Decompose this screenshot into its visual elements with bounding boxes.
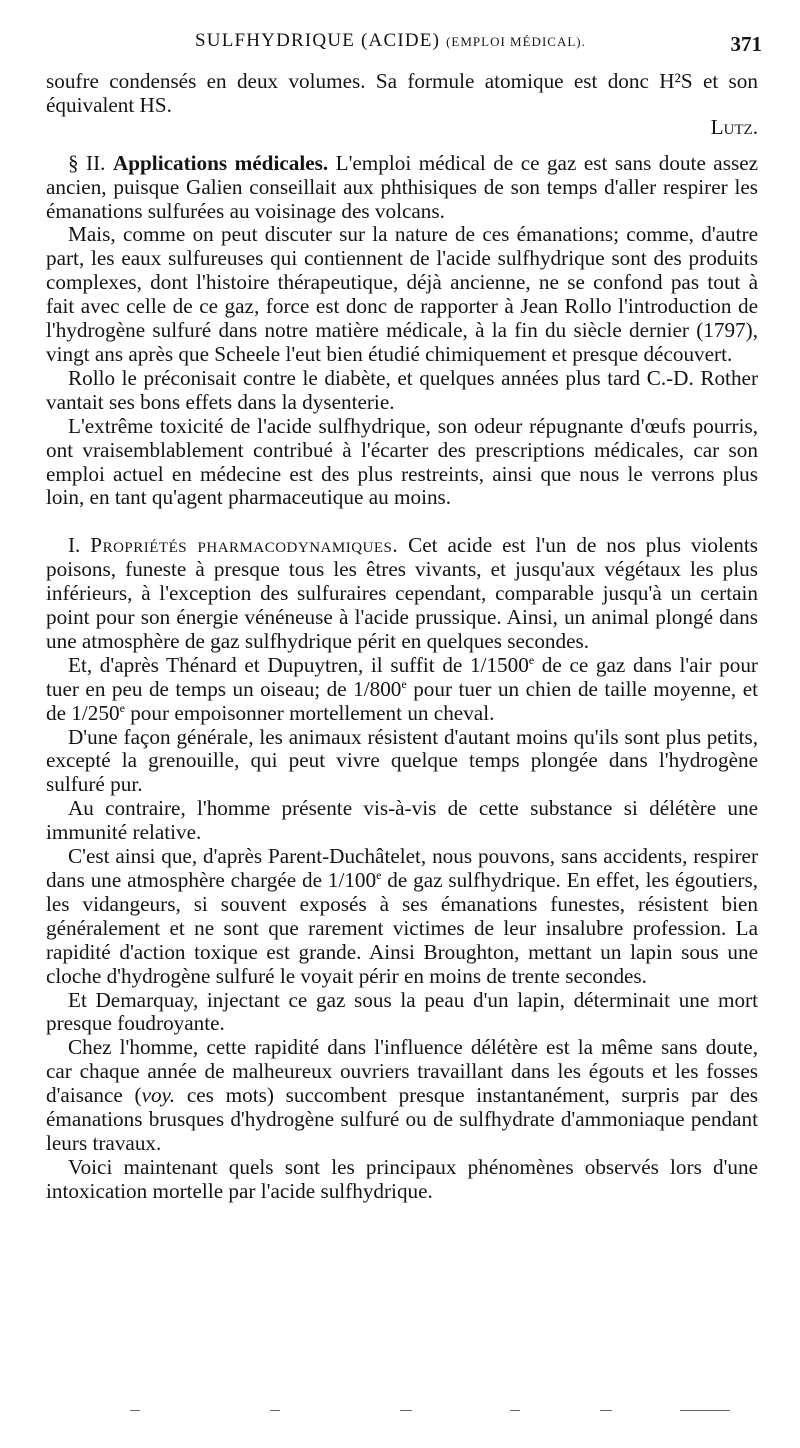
paragraph-intro: soufre condensés en deux volumes. Sa formule atomique est donc H²S et son équivalent HS. — [46, 69, 758, 117]
ordinal-sup-1: e — [528, 652, 535, 667]
section-2-label: § II. — [68, 150, 106, 175]
section-i-heading: Propriétés pharmacodynamiques. — [90, 533, 399, 558]
paragraph-facon: D'une façon générale, les animaux résistent d'autant moins qu'ils sont plus petits, excepté la grenouille, qui peut vivre quelque temps plongée dans l'hydrogène sulfuré pur. — [46, 724, 758, 797]
homme-voy: voy. — [141, 1083, 176, 1108]
author-signature: Lutz. — [710, 114, 758, 139]
paragraph-mais: Mais, comme on peut discuter sur la nature de ces émanations; comme, d'autre part, les eaux sulfureuses qui contiennent de l'acide sulfhydrique sont des produits complexes, dont l'histoire thérapeutique, déjà ancienne, ne se confond pas tout à fait avec celle de ce gaz, force est donc de rapporter à Jean Rollo l'introduction de l'hydrogène sulfuré dans notre matière médicale, à la fin du siècle dernier (1797), vingt ans après que Scheele l'eut bien étudié chimiquement et presque découvert. — [46, 222, 758, 366]
section-2-text: L'emploi médical de ce gaz est sans doute assez ancien, puisque Galien conseillait aux phthisiques de son temps d'aller respirer les émanations sulfurées au voisinage des volcans. — [46, 150, 759, 223]
paragraph-demarquay: Et Demarquay, injectant ce gaz sous la peau d'un lapin, déterminait une mort presque foudroyante. — [46, 987, 758, 1036]
footer-dash — [400, 1410, 412, 1411]
footer-rule — [40, 1410, 760, 1416]
footer-dash — [130, 1410, 140, 1411]
thenard-part-3: pour tuer un chien de taille moyenne, et de 1/250 — [46, 676, 758, 725]
running-head-title: SULFHYDRIQUE (ACIDE) — [195, 30, 441, 51]
running-head — [195, 30, 595, 52]
paragraph-thenard — [46, 654, 758, 726]
ordinal-sup-2: e — [401, 676, 407, 691]
body-text — [46, 70, 758, 1204]
paragraph-homme — [46, 1036, 758, 1156]
paragraph-toxicite: L'extrême toxicité de l'acide sulfhydrique, son odeur répugnante d'œufs pourris, ont vraisemblablement contribué à l'écarter des prescriptions médicales, car son emploi actuel en médecine est des plus restreints, ainsi que nous le verrons plus loin, en tant qu'agent pharmaceutique au moins. — [46, 413, 758, 510]
footer-dash — [510, 1410, 520, 1411]
section-2-heading: Applications médicales. — [112, 150, 329, 175]
section-i-label: I. — [68, 533, 81, 558]
page-number: 371 — [730, 32, 762, 56]
footer-dash — [270, 1410, 280, 1411]
ordinal-sup-3: e — [119, 700, 125, 715]
footer-dash — [600, 1410, 612, 1411]
ordinal-sup-4: e — [376, 867, 382, 882]
footer-dash — [680, 1410, 730, 1411]
paragraph-contraire: Au contraire, l'homme présente vis-à-vis de cette substance si délétère une immunité relative. — [46, 796, 758, 845]
paragraph-parent — [46, 845, 758, 988]
parent-part-1: C'est ainsi que, d'après Parent-Duchâtelet, nous pouvons, sans accidents, respirer dans une atmosphère chargée de 1/100 — [46, 844, 758, 892]
paragraph-rollo: Rollo le préconisait contre le diabète, et quelques années plus tard C.-D. Rother vantait ses bons effets dans la dysenterie. — [46, 365, 758, 414]
paragraph-section-2 — [46, 152, 758, 224]
thenard-part-2: de ce gaz dans l'air pour tuer en peu de temps un oiseau; de 1/800 — [46, 652, 758, 701]
parent-part-2: de gaz sulfhydrique. En effet, les égoutiers, les vidangeurs, si souvent exposés à ses émanations funestes, résistent bien généralement et ne sont que rarement victimes de leur insalubre profession. La rapidité d'action toxique est grande. Ainsi Broughton, mettant un lapin sous une cloche d'hydrogène sulfuré le voyait périr en moins de trente secondes. — [46, 868, 759, 988]
homme-part-1: Chez l'homme, cette rapidité dans l'influence délétère est la même sans doute, car chaque année de malheureux ouvriers travaillant dans les égouts et les fosses d'aisance ( — [46, 1035, 758, 1108]
paragraph-section-i — [46, 534, 758, 654]
thenard-part-1: Et, d'après Thénard et Dupuytren, il suffit de 1/1500 — [68, 652, 529, 677]
running-head-subtitle: (EMPLOI MÉDICAL). — [446, 34, 586, 49]
thenard-part-4: pour empoisonner mortellement un cheval. — [124, 700, 495, 725]
section-i-text: Cet acide est l'un de nos plus violents poisons, funeste à presque tous les êtres vivants, et jusqu'aux végétaux les plus inférieurs, à l'exception des sulfuraires cependant, comparable jusqu'à un certain point pour son énergie vénéneuse à l'acide prussique. Ainsi, un animal plongé dans une atmosphère de gaz sulfhydrique périt en quelques secondes. — [46, 533, 758, 653]
paragraph-voici: Voici maintenant quels sont les principaux phénomènes observés lors d'une intoxication mortelle par l'acide sulfhydrique. — [46, 1154, 758, 1203]
homme-part-2: ces mots) succombent presque instantanément, surpris par des émanations brusques d'hydrogène sulfuré ou de sulfhydrate d'ammoniaque pendant leurs travaux. — [46, 1083, 759, 1155]
